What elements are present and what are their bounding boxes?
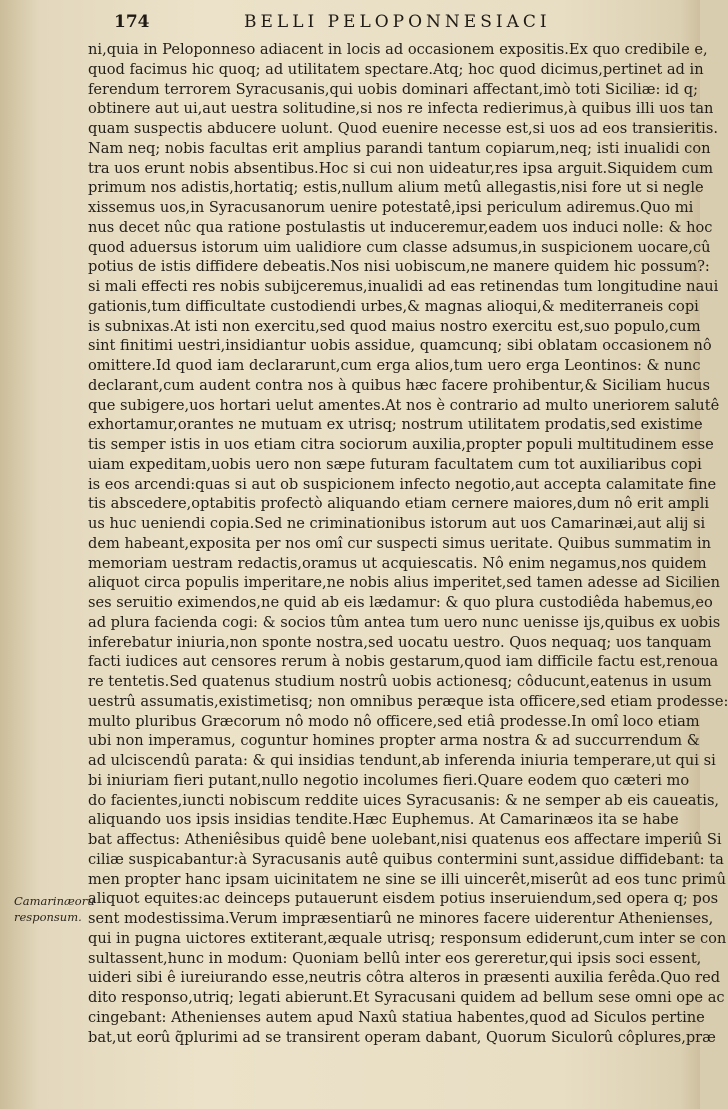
text-line: bat,ut eorû q̃plurimi ad se transirent operam dabant, Quorum Siculorû côplures,præ — [88, 1028, 716, 1046]
text-line: obtinere aut ui,aut uestra solitudine,si nos re infecta redierimus,à quibus illi uos tan — [88, 100, 714, 118]
running-head: BELLI PELOPONNESIACI — [244, 12, 551, 32]
text-line: uideri sibi ê iureiurando esse,neutris côtra alteros in præsenti auxilia ferêda.Quo red — [88, 969, 721, 987]
text-line: is subnixas.At isti non exercitu,sed quod maius nostro exercitu est,suo populo,cum — [88, 317, 701, 335]
text-line: quod facimus hic quoq; ad utilitatem spectare.Atq; hoc quod dicimus,pertinet ad in — [88, 60, 704, 78]
text-line: quam suspectis abducere uolunt. Quod euenire necesse est,si uos ad eos transieritis. — [88, 120, 718, 137]
text-line: multo pluribus Græcorum nô modo nô officere,sed etiâ prodesse.In omî loco etiam — [88, 712, 700, 730]
text-line: que subigere,uos hortari uelut amentes.At nos è contrario ad multo uneriorem salutê — [88, 396, 720, 414]
marginal-note — [14, 893, 95, 925]
text-line: nus decet nûc qua ratione postulastis ut induceremur,eadem uos induci nolle: & hoc — [88, 218, 713, 236]
text-line: quod aduersus istorum uim ualidiore cum classe adsumus,in suspicionem uocare,cû — [88, 238, 711, 256]
text-line: us huc ueniendi copia.Sed ne criminationibus istorum aut uos Camarinæi,aut alij si — [88, 515, 706, 532]
text-line: aliquando uos ipsis insidias tendite.Hæc Euphemus. At Camarinæos ita se habe — [88, 811, 679, 829]
text-line: bi iniuriam fieri putant,nullo negotio incolumes fieri.Quare eodem quo cæteri mo — [88, 771, 690, 789]
text-line: Nam neq; nobis facultas erit amplius parandi tantum copiarum,neq; isti inualidi con — [88, 139, 711, 157]
text-line: uiam expeditam,uobis uero non sæpe futuram facultatem cum tot auxiliaribus copi — [88, 455, 702, 473]
text-line: facti iudices aut censores rerum à nobis gestarum,quod iam difficile factu est,renoua — [88, 653, 719, 671]
text-line: xissemus uos,in Syracusanorum uenire potestatê,ipsi periculum adiremus.Quo mi — [88, 199, 694, 216]
text-line: dito responso,utriq; legati abierunt.Et Syracusani quidem ad bellum sese omni ope ac — [88, 989, 725, 1006]
text-line: ubi non imperamus, coguntur homines propter arma nostra & ad succurrendum & — [88, 732, 700, 750]
text-line: do facientes,iuncti nobiscum reddite uices Syracusanis: & ne semper ab eis caueatis, — [88, 791, 720, 809]
text-line: uestrû assumatis,existimetisq; non omnibus peræque ista officere,sed etiam prodesse: — [88, 692, 728, 710]
text-line: tis semper istis in uos etiam citra sociorum auxilia,propter populi multitudinem esse — [88, 436, 714, 453]
text-line: tis abscedere,optabitis profectò aliquando etiam cernere maiores,dum nô erit ampli — [88, 495, 710, 513]
text-line: omittere.Id quod iam declararunt,cum erga alios,tum uero erga Leontinos: & nunc — [88, 357, 701, 374]
text-line: aliquot equites:ac deinceps putauerunt eisdem potius inseruiendum,sed opera q; pos — [88, 890, 719, 908]
page-header — [0, 12, 700, 38]
text-line: aliquot circa populis imperitare,ne nobis alius imperitet,sed tamen adesse ad Sicilien — [88, 574, 721, 592]
text-line: declarant,cum audent contra nos à quibus hæc facere prohibentur,& Siciliam hucus — [88, 376, 711, 394]
text-line: inferebatur iniuria,non sponte nostra,sed uocatu uestro. Quos nequaq; uos tanquam — [88, 633, 712, 651]
text-line: men propter hanc ipsam uicinitatem ne sine se illi uincerêt,miserût ad eos tunc primû — [88, 870, 726, 888]
text-line: sultassent,hunc in modum: Quoniam bellû inter eos gereretur,qui ipsis soci essent, — [88, 949, 702, 967]
text-line: ni,quia in Peloponneso adiacent in locis ad occasionem expositis.Ex quo credibile e, — [88, 41, 708, 58]
text-line: sint finitimi uestri,insidiantur uobis assidue, quamcunq; sibi oblatam occasionem nô — [88, 337, 712, 355]
text-line: exhortamur,orantes ne mutuam ex utrisq; nostrum utilitatem prodatis,sed existime — [88, 416, 703, 434]
text-line: qui in pugna uictores extiterant,æquale utrisq; responsum ediderunt,cum inter se con — [88, 929, 727, 947]
text-line: ferendum terrorem Syracusanis,qui uobis dominari affectant,imò toti Siciliæ: id q; — [88, 80, 698, 98]
text-line: is eos arcendi:quas si aut ob suspicionem infecto negotio,aut accepta calamitate fine — [88, 475, 717, 493]
text-line: re tentetis.Sed quatenus studium nostrû uobis actionesq; côducunt,eatenus in usum — [88, 673, 712, 690]
marginal-note-line: Camarinæoru — [14, 894, 95, 908]
text-line: bat affectus: Atheniêsibus quidê bene uolebant,nisi quatenus eos affectare imperiû Si — [88, 831, 722, 848]
text-line: memoriam uestram redactis,oramus ut acquiescatis. Nô enim negamus,nos quidem — [88, 554, 707, 572]
text-line: si mali effecti res nobis subijceremus,inualidi ad eas retinendas tum longitudine naui — [88, 278, 719, 295]
text-line: primum nos adistis,hortatiq; estis,nullum alium metû allegastis,nisi fore ut si negle — [88, 179, 704, 197]
text-line: cingebant: Athenienses autem apud Naxû statiua habentes,quod ad Siculos pertine — [88, 1008, 705, 1026]
body-text — [88, 40, 728, 1047]
text-line: tra uos erunt nobis absentibus.Hoc si cui non uideatur,res ipsa arguit.Siquidem cum — [88, 159, 714, 177]
text-line: ad plura facienda cogi: & socios tûm antea tum uero nunc uenisse ijs,quibus ex uobis — [88, 613, 721, 631]
text-line: ses seruitio eximendos,ne quid ab eis lædamur: & quo plura custodiêda habemus,eo — [88, 594, 713, 611]
text-line: potius de istis diffidere debeatis.Nos nisi uobiscum,ne manere quidem hic possum?: — [88, 258, 710, 276]
text-line: ad ulciscendû parata: & qui insidias tendunt,ab inferenda iniuria temperare,ut qui si — [88, 752, 716, 769]
page-number: 174 — [114, 12, 150, 32]
text-line: ciliæ suspicabantur:à Syracusanis autê quibus contermini sunt,assidue diffidebant: ta — [88, 850, 724, 868]
text-line: gationis,tum difficultate custodiendi urbes,& magnas alioqui,& mediterraneis copi — [88, 297, 699, 315]
text-line: sent modestissima.Verum impræsentiarû ne minores facere uiderentur Athenienses, — [88, 910, 714, 927]
marginal-note-line: responsum. — [14, 910, 82, 924]
text-line: dem habeant,exposita per nos omî cur suspecti simus ueritate. Quibus summatim in — [88, 534, 712, 552]
